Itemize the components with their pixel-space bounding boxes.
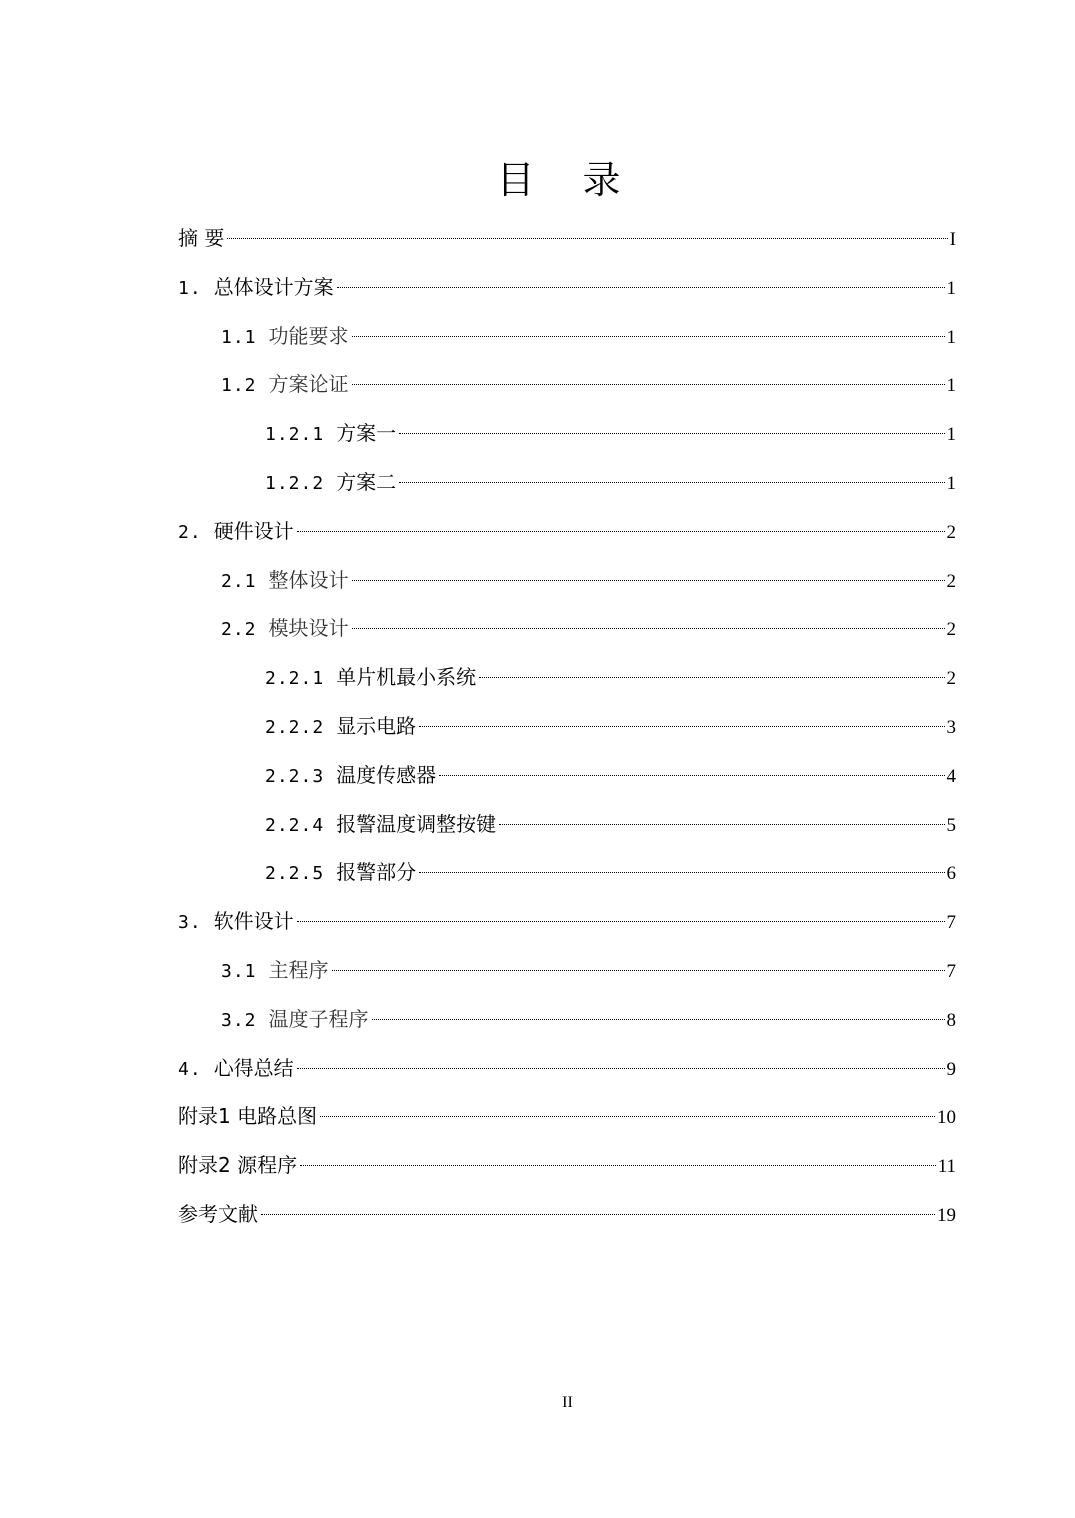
toc-entry[interactable] <box>178 458 956 507</box>
table-of-contents <box>178 214 956 1239</box>
toc-entry-title: 模块设计 <box>268 616 349 641</box>
dot-leader <box>297 921 945 922</box>
toc-entry-title: 整体设计 <box>268 567 349 592</box>
toc-entry-number: 1.2.2 <box>265 472 325 494</box>
toc-entry-page: 1 <box>946 424 956 446</box>
dot-leader <box>372 1019 945 1020</box>
toc-entry-number: 2.2.1 <box>265 668 325 690</box>
dot-leader <box>352 628 945 629</box>
toc-entry-page: 2 <box>946 521 956 543</box>
toc-entry[interactable] <box>178 1141 956 1190</box>
toc-entry-number: 3. <box>178 912 202 934</box>
dot-leader <box>499 824 944 825</box>
toc-entry[interactable] <box>178 897 956 946</box>
toc-entry-title: 方案论证 <box>268 372 349 397</box>
toc-entry[interactable] <box>178 507 956 556</box>
toc-entry-title: 心得总结 <box>213 1055 294 1080</box>
dot-leader <box>332 970 945 971</box>
toc-entry[interactable] <box>178 360 956 409</box>
toc-entry-page: 2 <box>946 570 956 592</box>
toc-entry[interactable] <box>178 312 956 361</box>
toc-entry-page: 6 <box>946 863 956 885</box>
toc-entry[interactable] <box>178 946 956 995</box>
toc-entry-title: 主程序 <box>268 957 329 982</box>
toc-entry-title: 附录1 电路总图 <box>178 1104 318 1129</box>
toc-entry-page: 5 <box>946 814 956 836</box>
toc-entry-page: 1 <box>946 472 956 494</box>
dot-leader <box>297 1068 945 1069</box>
toc-entry[interactable] <box>178 848 956 897</box>
toc-entry-title: 软件设计 <box>213 909 294 934</box>
toc-entry-page: 1 <box>946 277 956 299</box>
toc-entry-number: 1.2.1 <box>265 424 325 446</box>
toc-entry-page: 7 <box>946 912 956 934</box>
toc-entry-number: 2.2 <box>221 619 257 641</box>
dot-leader <box>419 726 944 727</box>
toc-entry-number: 2. <box>178 521 202 543</box>
toc-entry-title: 总体设计方案 <box>213 274 334 299</box>
toc-entry-title: 方案二 <box>336 469 397 494</box>
toc-entry[interactable] <box>178 995 956 1044</box>
toc-entry-title: 单片机最小系统 <box>336 665 477 690</box>
dot-leader <box>419 872 944 873</box>
toc-entry[interactable] <box>178 751 956 800</box>
toc-entry-number: 1.2 <box>221 375 257 397</box>
dot-leader <box>352 580 945 581</box>
toc-entry-title: 附录2 源程序 <box>178 1153 298 1178</box>
toc-entry-page: 10 <box>937 1107 956 1129</box>
toc-entry-number: 3.2 <box>221 1009 257 1031</box>
toc-entry-title: 显示电路 <box>336 713 417 738</box>
toc-entry-number: 4. <box>178 1058 202 1080</box>
toc-entry-number: 1.1 <box>221 326 257 348</box>
toc-entry-page: 1 <box>946 326 956 348</box>
dot-leader <box>479 677 944 678</box>
toc-entry-title: 功能要求 <box>268 323 349 348</box>
dot-leader <box>320 1116 935 1117</box>
toc-entry[interactable] <box>178 1092 956 1141</box>
dot-leader <box>352 384 945 385</box>
toc-entry-number: 2.2.5 <box>265 863 325 885</box>
toc-entry[interactable] <box>178 214 956 263</box>
toc-entry-number: 2.1 <box>221 570 257 592</box>
dot-leader <box>439 775 944 776</box>
toc-entry[interactable] <box>178 1190 956 1239</box>
toc-entry[interactable] <box>178 556 956 605</box>
dot-leader <box>337 287 945 288</box>
toc-entry-title: 硬件设计 <box>213 518 294 543</box>
toc-entry-page: 19 <box>937 1204 956 1226</box>
toc-entry-title: 温度传感器 <box>336 762 437 787</box>
toc-entry-title: 摘 要 <box>178 226 225 250</box>
toc-entry-page: 8 <box>946 1009 956 1031</box>
dot-leader <box>227 238 947 239</box>
toc-entry-number: 2.2.2 <box>265 716 325 738</box>
toc-entry[interactable] <box>178 800 956 849</box>
dot-leader <box>399 433 944 434</box>
toc-entry-title: 参考文献 <box>178 1201 258 1226</box>
toc-entry-number: 3.1 <box>221 960 257 982</box>
toc-entry-page: 11 <box>937 1156 956 1178</box>
toc-entry[interactable] <box>178 263 956 312</box>
toc-entry-number: 2.2.4 <box>265 814 325 836</box>
toc-entry-number: 1. <box>178 277 202 299</box>
toc-entry-page: 1 <box>946 375 956 397</box>
toc-entry-title: 报警温度调整按键 <box>336 811 497 836</box>
toc-entry[interactable] <box>178 702 956 751</box>
toc-entry-page: I <box>949 229 956 250</box>
toc-entry[interactable] <box>178 653 956 702</box>
dot-leader <box>399 482 944 483</box>
toc-entry[interactable] <box>178 604 956 653</box>
toc-entry-page: 3 <box>946 716 956 738</box>
dot-leader <box>352 336 945 337</box>
dot-leader <box>261 1214 935 1215</box>
toc-entry-title: 方案一 <box>336 421 397 446</box>
toc-entry-page: 2 <box>946 668 956 690</box>
toc-entry[interactable] <box>178 1044 956 1093</box>
toc-entry-number: 2.2.3 <box>265 765 325 787</box>
dot-leader <box>297 531 945 532</box>
toc-entry-title: 报警部分 <box>336 860 417 885</box>
page-title: 目 录 <box>496 158 639 202</box>
toc-entry-title: 温度子程序 <box>268 1006 369 1031</box>
dot-leader <box>300 1165 936 1166</box>
toc-entry-page: 7 <box>946 960 956 982</box>
page-number: II <box>562 1394 573 1411</box>
toc-entry[interactable] <box>178 409 956 458</box>
toc-entry-page: 2 <box>946 619 956 641</box>
toc-entry-page: 9 <box>946 1058 956 1080</box>
toc-entry-page: 4 <box>946 765 956 787</box>
